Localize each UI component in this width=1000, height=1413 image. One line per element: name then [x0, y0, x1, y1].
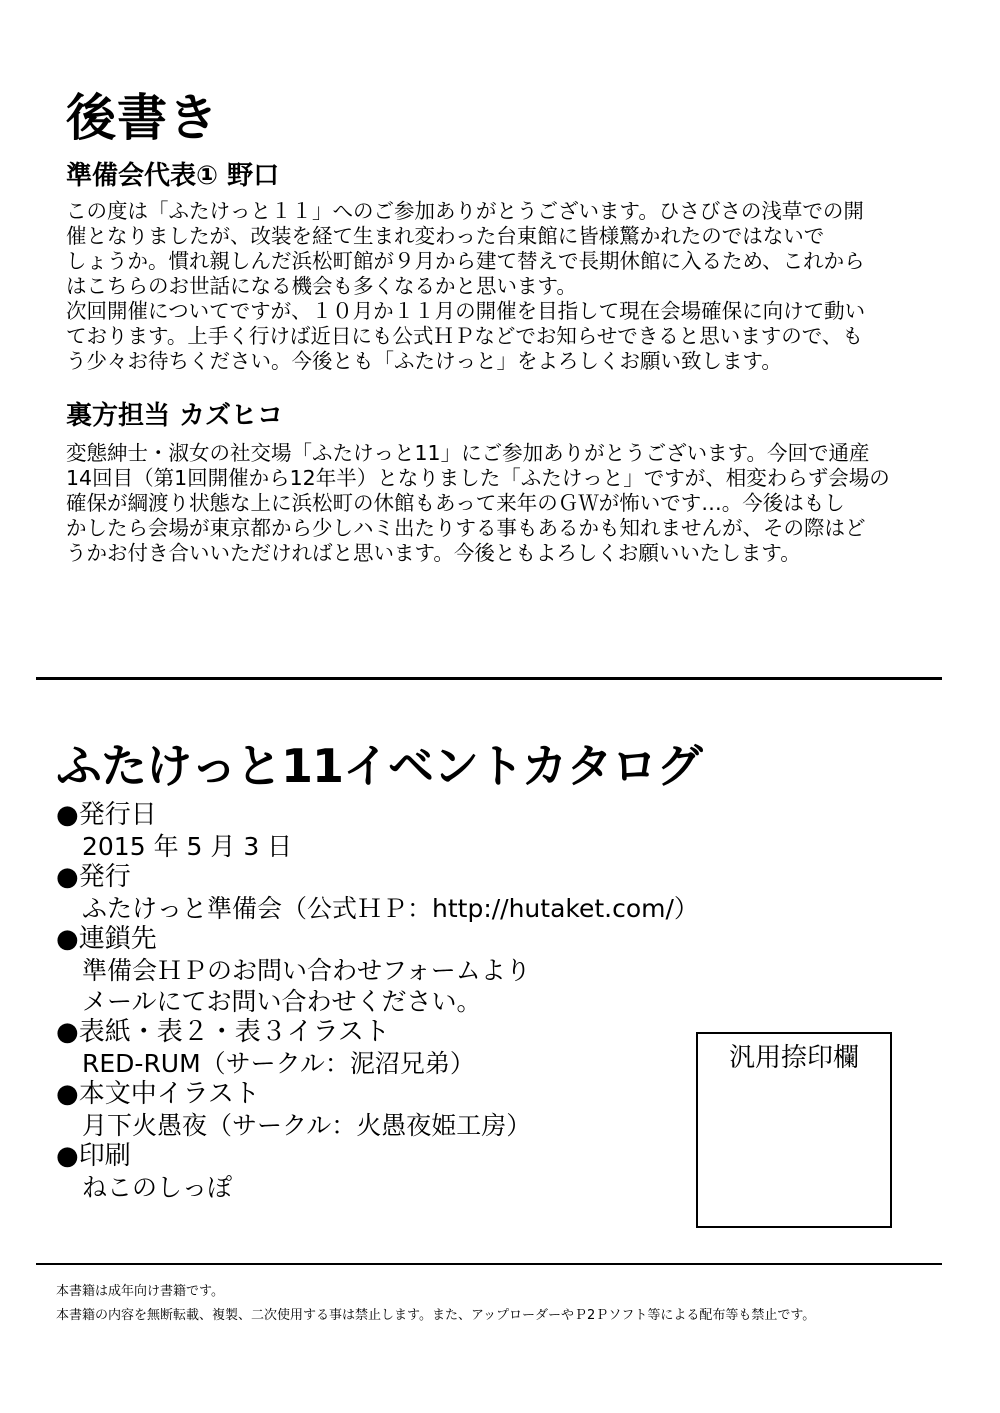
body-line: ております。上手く行けば近日にも公式ＨＰなどでお知らせできると思いますので、も: [66, 324, 863, 348]
colophon-value: RED-RUM（サークル：泥沼兄弟）: [82, 1049, 475, 1078]
section-heading-noguchi: 準備会代表① 野口: [66, 161, 280, 191]
colophon-value: 月下火愚夜（サークル：火愚夜姫工房）: [82, 1111, 532, 1140]
body-line: 確保が綱渡り状態な上に浜松町の休館もあって来年のＧＷが怖いです…。今後はもし: [66, 491, 845, 515]
colophon-label: 発行日: [78, 800, 157, 830]
body-line: うかお付き合いいただければと思います。今後ともよろしくお願いいたします。: [66, 541, 801, 565]
colophon-value: 2015 年 5 月 3 日: [82, 832, 293, 861]
colophon-list: [56, 800, 699, 1203]
footer-line: 本書籍は成年向け書籍です。: [56, 1284, 224, 1299]
stamp-box: [696, 1032, 892, 1228]
bullet-icon: ●: [56, 800, 79, 830]
colophon-label: 発行: [78, 862, 131, 892]
bullet-icon: ●: [56, 862, 79, 892]
colophon-value: 準備会ＨＰのお問い合わせフォームより: [82, 956, 531, 985]
body-line: 次回開催についてですが、１０月か１１月の開催を目指して現在会場確保に向けて動い: [66, 299, 866, 323]
colophon-value: ふたけっと準備会（公式ＨＰ：http://hutaket.com/）: [82, 894, 699, 923]
colophon-item-printing: [56, 1141, 676, 1203]
footer-line: 本書籍の内容を無断転載、複製、二次使用する事は禁止します。また、アップローダーやＰ2Ｐソフト等による配布等も禁止です。: [56, 1308, 816, 1323]
section-body-noguchi: [66, 199, 946, 374]
colophon-label: 表紙・表２・表３イラスト: [78, 1017, 390, 1047]
colophon-item-contact: [56, 924, 676, 1017]
colophon-item-cover-illust: [56, 1017, 676, 1079]
section-body-kazuhiko: [66, 441, 946, 566]
body-line: しょうか。慣れ親しんだ浜松町館が９月から建て替えで長期休館に入るため、これから: [66, 249, 865, 273]
catalog-title: ふたけっと11イベントカタログ: [56, 739, 702, 793]
colophon-label: 本文中イラスト: [78, 1079, 260, 1109]
section-divider: [36, 677, 942, 680]
colophon-item-issue-date: [56, 800, 676, 862]
footer-notice: [56, 1280, 815, 1328]
footer-divider: [36, 1263, 942, 1265]
body-line: はこちらのお世話になる機会も多くなるかと思います。: [66, 274, 577, 298]
body-line: 変態紳士・淑女の社交場「ふたけっと11」にご参加ありがとうございます。今回で通産: [66, 441, 870, 465]
colophon-item-text-illust: [56, 1079, 676, 1141]
colophon-value: ねこのしっぽ: [82, 1173, 233, 1202]
bullet-icon: ●: [56, 924, 79, 954]
body-line: かしたら会場が東京都から少しハミ出たりする事もあるかも知れませんが、その際はど: [66, 516, 866, 540]
bullet-icon: ●: [56, 1141, 79, 1171]
stamp-label: 汎用捺印欄: [728, 1043, 859, 1073]
body-line: この度は「ふたけっと１１」へのご参加ありがとうございます。ひさびさの浅草での開: [66, 199, 864, 223]
colophon-label: 印刷: [78, 1141, 131, 1171]
colophon-label: 連鎖先: [78, 924, 157, 954]
body-line: 14回目（第1回開催から12年半）となりました「ふたけっと」ですが、相変わらず会場の: [66, 466, 890, 490]
bullet-icon: ●: [56, 1017, 79, 1047]
bullet-icon: ●: [56, 1079, 79, 1109]
section-heading-kazuhiko: 裏方担当 カズヒコ: [66, 401, 284, 431]
body-line: う少々お待ちください。今後とも「ふたけっと」をよろしくお願い致します。: [66, 349, 782, 373]
body-line: 催となりましたが、改装を経て生まれ変わった台東館に皆様驚かれたのではないで: [66, 224, 825, 248]
colophon-value: メールにてお問い合わせください。: [82, 987, 482, 1016]
afterword-title: 後書き: [66, 89, 219, 147]
colophon-item-publisher: [56, 862, 699, 924]
